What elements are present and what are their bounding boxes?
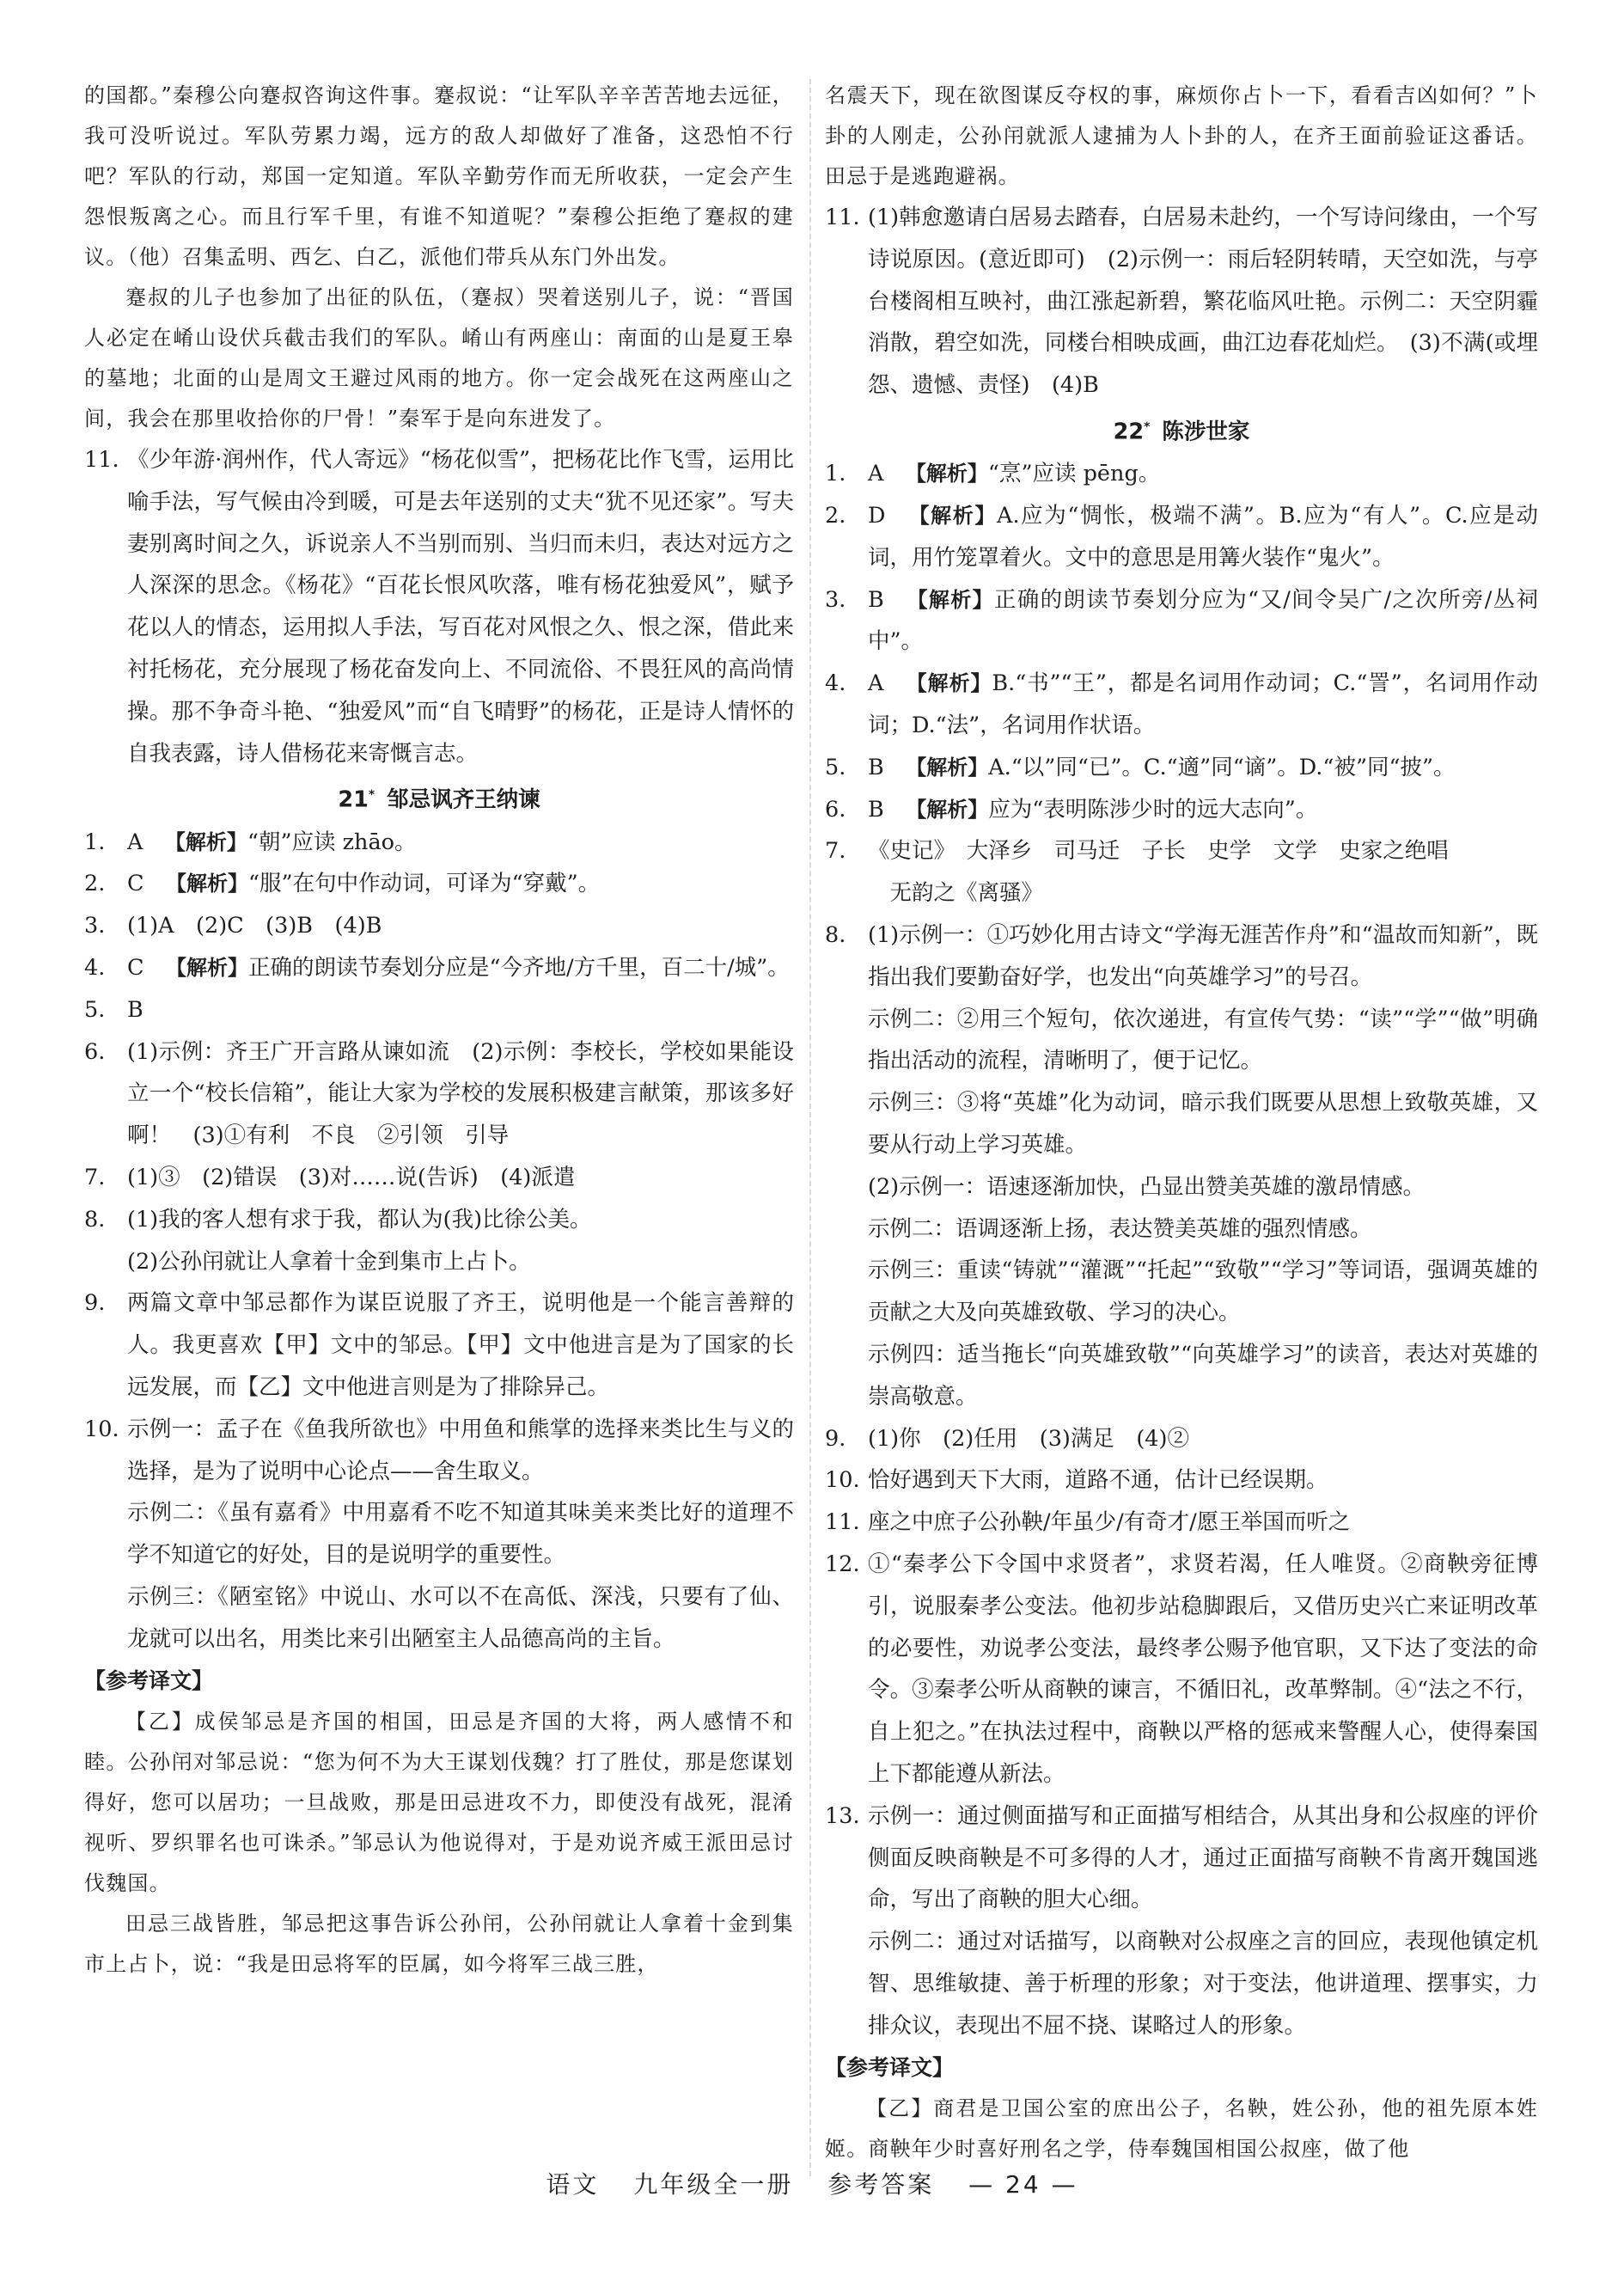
item-number: 9. [825,1425,846,1452]
answer-item [825,915,1538,999]
answer-text: 示例四：适当拖长“向英雄致敬”“向英雄学习”的读音，表达对英雄的崇高敬意。 [868,1342,1538,1410]
translation-paragraph: 名震天下，现在欲图谋反夺权的事，麻烦你占卜一下，看看吉凶如何？”卜卦的人刚走，公孙闬就派人逮捕为人卜卦的人，在齐王面前验证这番话。田忌于是逃跑避祸。 [825,83,1538,188]
analysis-tag: 【解析】 [905,462,988,486]
answer-list-21 [84,822,794,1661]
answer-text: (1)示例一：①巧妙化用古诗文“学海无涯苦作舟”和“温故而知新”，既指出我们要勤奋好学，也发出“向英雄学习”的号召。 [868,922,1538,990]
answer-text: B [127,996,143,1023]
answer-text: 《少年游·润州作，代人寄远》“杨花似雪”，把杨花比作飞雪，运用比喻手法，写气候由冷到暖，可是去年送别的丈夫“犹不见还家”。写夫妻别离时间之久，诉说亲人不当别而别、当归而未归，表达对远方之人深深的思念。《杨花》“百花长恨风吹落，唯有杨花独爱风”，赋予花以人的情态，运用拟人手法，写百花对风恨之久、恨之深，借此来衬托杨花，充分展现了杨花奋发向上、不同流俗、不畏狂风的高尚情操。那不争奇斗艳、“独爱风”而“自飞晴野”的杨花，正是诗人情怀的自我表露，诗人借杨花来寄慨言志。 [127,447,794,767]
item-number: 7. [84,1165,106,1191]
item-number: 11. [825,205,860,230]
item-number: 2. [825,503,846,529]
item-number: 8. [825,922,846,949]
item-number: 3. [84,913,106,939]
answer-text: (1)韩愈邀请白居易去踏春，白居易未赴约，一个写诗问缘由，一个写诗说原因。(意近即可) (2)示例一：雨后轻阴转晴，天空如洗，与亭台楼阁相互映衬，曲江涨起新碧，繁花临风吐艳。示例二：天空阴霾消散，碧空如洗，同楼台相映成画，曲江边春花灿烂。 (3)不满(或埋怨、遗憾、责怪) (4)B [868,205,1538,399]
answer-text: D [868,503,886,529]
reference-translation-heading: 【参考译文】 [84,1667,214,1693]
answer-text: (1)你 (2)任用 (3)满足 (4)② [868,1425,1189,1452]
answer-text: (2)公孙闬就让人拿着十金到集市上占卜。 [127,1248,531,1275]
answer-text: 示例一：通过侧面描写和正面描写相结合，从其出身和公叔座的评价侧面反映商鞅是不可多得的人才，通过正面描写商鞅不肯离开魏国逃命，写出了商鞅的胆大心细。 [868,1802,1538,1913]
section-title: 陈涉世家 [1162,419,1250,445]
answer-item-11 [84,439,794,774]
item-number: 9. [84,1290,106,1317]
answer-item [825,1796,1538,1921]
item-number: 7. [825,838,846,865]
analysis-text: 正确的朗读节奏划分应为“又/间令吴广/之次所旁/丛祠中”。 [868,586,1538,655]
item-number: 5. [84,996,106,1023]
item-number: 10. [825,1467,860,1494]
answer-text: C [127,871,144,897]
answer-text: 无韵之《离骚》 [868,880,1044,907]
section-number: 22 [1113,419,1145,445]
answer-item [84,1157,794,1199]
item-number: 6. [84,1038,106,1065]
translation-paragraph: 的国都。”秦穆公向蹇叔咨询这件事。蹇叔说：“让军队辛辛苦苦地去远征，我可没听说过。军队劳累力竭，远方的敌人却做好了准备，这恐怕不行吧？军队的行动，郑国一定知道。军队辛勤劳作而无所收获，一定会产生怨恨叛离之心。而且行军千里，有谁不知道呢？”秦穆公拒绝了蹇叔的建议。（他）召集孟明、西乞、白乙，派他们带兵从东门外出发。 [84,83,794,269]
analysis-text: A.“以”同“已”。C.“適”同“谪”。D.“被”同“披”。 [988,754,1456,780]
answer-item [825,453,1538,495]
answer-text: (1)③ (2)错误 (3)对……说(告诉) (4)派遣 [127,1165,576,1191]
analysis-tag: 【解析】 [907,504,998,529]
answer-item [84,1199,794,1241]
footer-grade: 九年级全一册 [633,2170,794,2199]
answer-text: ①“秦孝公下令国中求贤者”，求贤若渴，任人唯贤。②商鞅旁征博引，说服秦孝公变法。他初步站稳脚跟后，又借历史兴亡来证明改革的必要性，劝说孝公变法，最终孝公赐予他官职，又下达了变法的命令。③秦孝公听从商鞅的谏言，不循旧礼，改革弊制。④“法之不行，自上犯之。”在执法过程中，商鞅以严格的惩戒来警醒人心，使得秦国上下都能遵从新法。 [868,1551,1538,1787]
analysis-tag: 【解析】 [906,755,989,780]
item-number: 5. [825,754,846,780]
answer-item [84,1031,794,1157]
answer-item [825,1418,1538,1460]
answer-text: 示例三：《陋室铭》中说山、水可以不在高低、深浅，只要有了仙、龙就可以出名，用类比来引出陋室主人品德高尚的主旨。 [127,1584,794,1652]
answer-item [825,1544,1538,1796]
right-column [825,76,1538,2169]
answer-item [84,947,794,989]
answer-item [825,1208,1538,1251]
answer-item [825,1459,1538,1502]
answer-item [84,1409,794,1493]
item-number: 3. [825,586,846,613]
section-number: 21 [338,786,369,813]
answer-text: A [868,461,884,487]
answer-item [825,1166,1538,1208]
answer-text: A [868,670,884,697]
answer-text: 示例二：语调逐渐上扬，表达赞美英雄的强烈情感。 [868,1215,1372,1242]
answer-item [825,579,1538,664]
footer-label: 参考答案 [827,2170,935,2199]
answer-list-22 [825,453,1538,2046]
translation-paragraph: 【乙】成侯邹忌是齐国的相国，田忌是齐国的大将，两人感情不和睦。公孙闬对邹忌说：“您为何不为大王谋划伐魏？打了胜仗，那是您谋划得好，您可以居功；一旦战败，那是田忌进攻不力，即使没有战死，混淆视听、罗织罪名也可诛杀。”邹忌认为他说得对，于是劝说齐威王派田忌讨伐魏国。 [84,1710,794,1896]
answer-item [825,1250,1538,1334]
analysis-tag: 【解析】 [164,829,247,854]
answer-text: 恰好遇到天下大雨，道路不通，估计已经误期。 [868,1467,1328,1494]
answer-text: 示例三：重读“铸就”“灌溉”“托起”“致敬”“学习”等词语，强调英雄的贡献之大及向英雄致敬、学习的决心。 [868,1257,1538,1326]
answer-item [825,1082,1538,1166]
analysis-text: “朝”应读 zhāo。 [247,829,417,855]
item-number: 8. [84,1206,106,1233]
analysis-text: “烹”应读 pēng。 [987,461,1161,487]
translation-paragraph: 蹇叔的儿子也参加了出征的队伍，（蹇叔）哭着送别儿子，说：“晋国人必定在崤山设伏兵截击我们的军队。崤山有两座山：南面的山是夏王皋的墓地；北面的山是周文王避过风雨的地方。你一定会战死在这两座山之间，我会在那里收拾你的尸骨！”秦军于是向东进发了。 [84,285,794,431]
answer-text: 《史记》 大泽乡 司马迁 子长 史学 文学 史家之绝唱 [868,838,1449,865]
answer-item [84,1282,794,1408]
answer-text: C [127,955,144,982]
answer-item [825,1334,1538,1418]
answer-item [84,1241,794,1283]
answer-text: 示例二：②用三个短句，依次递进，有宣传气势：“读”“学”“做”明确指出活动的流程，清晰明了，便于记忆。 [868,1006,1538,1074]
analysis-tag: 【解析】 [905,671,992,696]
item-number: 13. [825,1802,860,1829]
item-number: 4. [84,955,106,982]
answer-item [825,872,1538,915]
analysis-tag: 【解析】 [166,956,249,981]
translation-paragraph: 田忌三战皆胜，邹忌把这事告诉公孙闬，公孙闬就让人拿着十金到集市上占卜，说：“我是田忌将军的臣属，如今将军三战三胜， [84,1912,794,1977]
item-number: 6. [825,796,846,823]
analysis-tag: 【解析】 [906,587,994,612]
answer-item [84,1576,794,1661]
answer-text: (1)A (2)C (3)B (4)B [127,913,382,939]
item-number: 10. [84,1416,119,1442]
analysis-text: 应为“表明陈涉少时的远大志向”。 [988,796,1318,823]
translation-paragraph: 【乙】商君是卫国公室的庶出公子，名鞅，姓公孙，他的祖先原本姓姬。商鞅年少时喜好刑名之学，侍奉魏国相国公叔座，做了他 [825,2096,1538,2162]
answer-item-11 [825,197,1538,407]
item-number: 1. [825,461,846,487]
item-number: 4. [825,670,846,697]
answer-text: (2)示例一：语速逐渐加快，凸显出赞美英雄的激昂情感。 [868,1173,1426,1200]
footer-subject: 语文 [546,2170,600,2199]
answer-text: (1)我的客人想有求于我，都认为(我)比徐公美。 [127,1206,592,1233]
answer-item [84,1492,794,1576]
answer-text: 示例二：《虽有嘉肴》中用嘉肴不吃不知道其味美来类比好的道理不学不知道它的好处，目的是说明学的重要性。 [127,1500,794,1569]
reference-translation-heading: 【参考译文】 [825,2054,955,2080]
answer-item [84,863,794,905]
section-title: 邹忌讽齐王纳谏 [387,786,540,813]
answer-text: B [868,754,884,780]
answer-text: 示例一：孟子在《鱼我所欲也》中用鱼和熊掌的选择来类比生与义的选择，是为了说明中心论点——舍生取义。 [127,1416,794,1484]
item-number: 12. [825,1551,860,1577]
answer-text: 示例三：③将“英雄”化为动词，暗示我们既要从思想上致敬英雄，又要从行动上学习英雄。 [868,1090,1538,1159]
page-number: — 24 — [968,2170,1078,2199]
item-number: 11. [825,1509,860,1536]
answer-item [825,830,1538,872]
section-star: * [1144,419,1151,434]
answer-item [825,495,1538,579]
analysis-tag: 【解析】 [166,872,249,896]
answer-text: A [127,829,143,855]
answer-item [825,999,1538,1083]
section-star: * [368,788,375,803]
left-column [84,76,794,1985]
answer-text: 示例二：通过对话描写，以商鞅对公叔座之言的回应，表现他镇定机智、思维敏捷、善于析理的形象；对于变法，他讲道理、摆事实，力排众议，表现出不屈不挠、谋略过人的形象。 [868,1929,1538,2039]
answer-item [84,905,794,947]
answer-item [825,747,1538,789]
answer-text: 两篇文章中邹忌都作为谋臣说服了齐王，说明他是一个能言善辩的人。我更喜欢【甲】文中的邹忌。【甲】文中他进言是为了国家的长远发展，而【乙】文中他进言则是为了排除异己。 [127,1290,794,1401]
answer-item [825,663,1538,747]
page-footer [0,2166,1624,2200]
answer-item [825,1921,1538,2046]
answer-item [84,989,794,1031]
section-heading-22 [825,407,1538,453]
analysis-text: B.“书”“王”，都是名词用作动词；C.“詈”，名词用作动词；D.“法”，名词用作状语。 [868,670,1539,739]
analysis-text: A.应为“惆怅，极端不满”。B.应为“有人”。C.应是动词，用竹笼罩着火。文中的意思是用篝火装作“鬼火”。 [868,503,1538,571]
column-divider [809,79,811,2176]
answer-text: (1)示例：齐王广开言路从谏如流 (2)示例：李校长，学校如果能设立一个“校长信箱”，能让大家为学校的发展积极建言献策，那该多好啊！ (3)①有利 不良 ②引领 引导 [127,1038,794,1149]
answer-item [84,822,794,864]
answer-text: 座之中庶子公孙鞅/年虽少/有奇才/愿王举国而听之 [868,1509,1351,1536]
section-heading-21 [84,774,794,821]
item-number: 1. [84,829,106,855]
answer-item [825,1502,1538,1544]
analysis-tag: 【解析】 [906,797,989,822]
answer-text: B [868,796,884,823]
analysis-text: 正确的朗读节奏划分应是“今齐地/方千里，百二十/城”。 [248,955,790,982]
answer-text: B [868,586,884,613]
item-number: 11. [84,447,119,473]
answer-item [825,789,1538,831]
item-number: 2. [84,871,106,897]
analysis-text: “服”在句中作动词，可译为“穿戴”。 [248,871,601,897]
